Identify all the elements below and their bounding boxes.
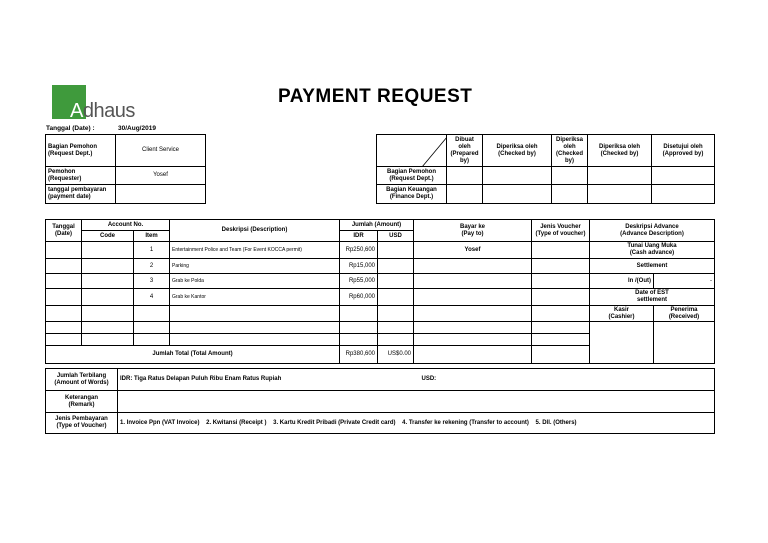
col-pay-to: Bayar ke (Pay to)	[414, 220, 532, 242]
date-cell[interactable]	[46, 306, 82, 322]
page-title: PAYMENT REQUEST	[278, 86, 473, 107]
date-value: 30/Aug/2019	[118, 125, 156, 132]
col-amount: Jumlah (Amount)	[340, 220, 414, 231]
voucher-cell[interactable]	[532, 334, 590, 346]
table-row	[46, 306, 715, 322]
received-label: Penerima (Received)	[654, 306, 715, 322]
description-cell: Entertainment Police and Team (For Event KOCCA permit)	[170, 242, 340, 259]
idr-cell[interactable]	[340, 334, 378, 346]
approval-corner-cell	[377, 135, 447, 167]
total-pay-to	[414, 346, 532, 364]
signature-cell[interactable]	[447, 185, 483, 204]
idr-cell[interactable]	[340, 322, 378, 334]
voucher-cell[interactable]	[532, 259, 590, 274]
col-account: Account No.	[82, 220, 170, 231]
footer-table	[45, 368, 715, 434]
payment-items-table	[45, 219, 715, 364]
diagonal-line	[377, 135, 447, 167]
date-cell[interactable]	[46, 334, 82, 346]
approval-table	[376, 134, 715, 204]
item-cell[interactable]	[134, 334, 170, 346]
signature-cell[interactable]	[447, 167, 483, 185]
payment-date-value[interactable]	[116, 185, 206, 204]
signature-cell[interactable]	[552, 167, 588, 185]
idr-cell[interactable]	[340, 306, 378, 322]
payment-date-label: tanggal pembayaran (payment date)	[46, 185, 116, 204]
checked-by-header-1: Diperiksa oleh (Checked by)	[483, 135, 552, 167]
request-dept-value[interactable]: Client Service	[116, 135, 206, 167]
received-signature[interactable]	[654, 322, 715, 364]
idr-cell: Rp250,600	[340, 242, 378, 259]
remark-label: Keterangan (Remark)	[46, 391, 118, 413]
signature-cell[interactable]	[652, 167, 715, 185]
pay-to-cell	[414, 259, 532, 274]
logo	[70, 100, 135, 123]
idr-cell: Rp60,000	[340, 289, 378, 306]
in-out-label: In /(Out)	[590, 274, 654, 289]
signature-cell[interactable]	[483, 167, 552, 185]
code-cell[interactable]	[82, 322, 134, 334]
code-cell[interactable]	[82, 259, 134, 274]
col-voucher-type: Jenis Voucher (Type of voucher)	[532, 220, 590, 242]
col-idr: IDR	[340, 231, 378, 242]
code-cell[interactable]	[82, 274, 134, 289]
logo-wordmark: dhaus	[82, 100, 135, 122]
voucher-cell[interactable]	[532, 274, 590, 289]
usd-cell	[378, 289, 414, 306]
signature-cell[interactable]	[652, 185, 715, 204]
voucher-cell[interactable]	[532, 242, 590, 259]
usd-cell	[378, 242, 414, 259]
request-dept-label: Bagian Pemohon (Request Dept.)	[46, 135, 116, 167]
table-row	[46, 322, 715, 334]
signature-cell[interactable]	[552, 185, 588, 204]
item-cell: 3	[134, 274, 170, 289]
checked-by-header-3: Diperiksa oleh (Checked by)	[588, 135, 652, 167]
table-row	[46, 274, 715, 289]
amount-words-idr: IDR: Tiga Ratus Delapan Puluh Ribu Enam Ratus Rupiah	[120, 376, 282, 382]
pay-to-cell[interactable]	[414, 322, 532, 334]
idr-cell: Rp15,000	[340, 259, 378, 274]
date-cell[interactable]	[46, 259, 82, 274]
signature-cell[interactable]	[588, 167, 652, 185]
col-item: Item	[134, 231, 170, 242]
remark-value[interactable]	[118, 391, 715, 413]
code-cell[interactable]	[82, 289, 134, 306]
item-cell[interactable]	[134, 322, 170, 334]
voucher-cell[interactable]	[532, 289, 590, 306]
pay-to-cell[interactable]	[414, 306, 532, 322]
checked-by-header-2: Diperiksa oleh (Checked by)	[552, 135, 588, 167]
cash-advance-label: Tunai Uang Muka (Cash advance)	[590, 242, 715, 259]
table-row	[46, 289, 715, 306]
item-cell[interactable]	[134, 306, 170, 322]
voucher-cell[interactable]	[532, 322, 590, 334]
usd-cell[interactable]	[378, 322, 414, 334]
approval-row-request-dept: Bagian Pemohon (Request Dept.)	[377, 167, 447, 185]
approved-by-header: Disetujui oleh (Approved by)	[652, 135, 715, 167]
code-cell[interactable]	[82, 306, 134, 322]
table-row	[46, 259, 715, 274]
col-date: Tanggal (Date)	[46, 220, 82, 242]
signature-cell[interactable]	[483, 185, 552, 204]
table-row	[46, 242, 715, 259]
col-code: Code	[82, 231, 134, 242]
total-idr: Rp380,600	[340, 346, 378, 364]
approval-row-finance-dept: Bagian Keuangan (Finance Dept.)	[377, 185, 447, 204]
pay-to-cell: Yosef	[414, 242, 532, 259]
total-usd: US$0.00	[378, 346, 414, 364]
item-cell: 4	[134, 289, 170, 306]
usd-cell	[378, 259, 414, 274]
description-cell[interactable]	[170, 334, 340, 346]
total-voucher	[532, 346, 590, 364]
requester-label: Pemohon (Requester)	[46, 167, 116, 185]
pay-to-cell[interactable]	[414, 334, 532, 346]
signature-cell[interactable]	[588, 185, 652, 204]
date-cell[interactable]	[46, 274, 82, 289]
description-cell[interactable]	[170, 322, 340, 334]
col-advance-description: Deskripsi Advance (Advance Description)	[590, 220, 715, 242]
requester-value[interactable]: Yosef	[116, 167, 206, 185]
voucher-cell[interactable]	[532, 306, 590, 322]
total-label: Jumlah Total (Total Amount)	[46, 346, 340, 364]
code-cell[interactable]	[82, 334, 134, 346]
col-description: Deskripsi (Description)	[170, 220, 340, 242]
description-cell: Parking	[170, 259, 340, 274]
date-label: Tanggal (Date) :	[46, 125, 95, 132]
cashier-signature[interactable]	[590, 322, 654, 364]
logo-letter: A	[70, 100, 83, 122]
voucher-type-label: Jenis Pembayaran (Type of Voucher)	[46, 413, 118, 434]
date-cell[interactable]	[46, 322, 82, 334]
date-cell[interactable]	[46, 242, 82, 259]
cashier-label: Kasir (Cashier)	[590, 306, 654, 322]
settlement-label: Settlement	[590, 259, 715, 274]
amount-words-value	[118, 369, 715, 391]
idr-cell: Rp55,000	[340, 274, 378, 289]
col-usd: USD	[378, 231, 414, 242]
pay-to-cell	[414, 289, 532, 306]
description-cell[interactable]	[170, 306, 340, 322]
prepared-by-header: Dibuat oleh (Prepared by)	[447, 135, 483, 167]
requester-table	[45, 134, 206, 204]
pay-to-cell	[414, 274, 532, 289]
est-settlement-label: Date of EST settlement	[590, 289, 715, 306]
usd-cell[interactable]	[378, 334, 414, 346]
code-cell[interactable]	[82, 242, 134, 259]
date-cell[interactable]	[46, 289, 82, 306]
amount-words-usd: USD:	[421, 376, 437, 382]
in-out-value: -	[654, 274, 715, 289]
voucher-type-options[interactable]: 1. Invoice Ppn (VAT Invoice) 2. Kwitansi (Receipt ) 3. Kartu Kredit Pribadi (Private Credit card) 4. Transfer ke rekening (Transfer to account) 5. Dll. (Others)	[118, 413, 715, 434]
description-cell: Grab ke Polda	[170, 274, 340, 289]
item-cell: 1	[134, 242, 170, 259]
item-cell: 2	[134, 259, 170, 274]
usd-cell	[378, 274, 414, 289]
amount-words-label: Jumlah Terbilang (Amount of Words)	[46, 369, 118, 391]
usd-cell[interactable]	[378, 306, 414, 322]
description-cell: Grab ke Kantor	[170, 289, 340, 306]
